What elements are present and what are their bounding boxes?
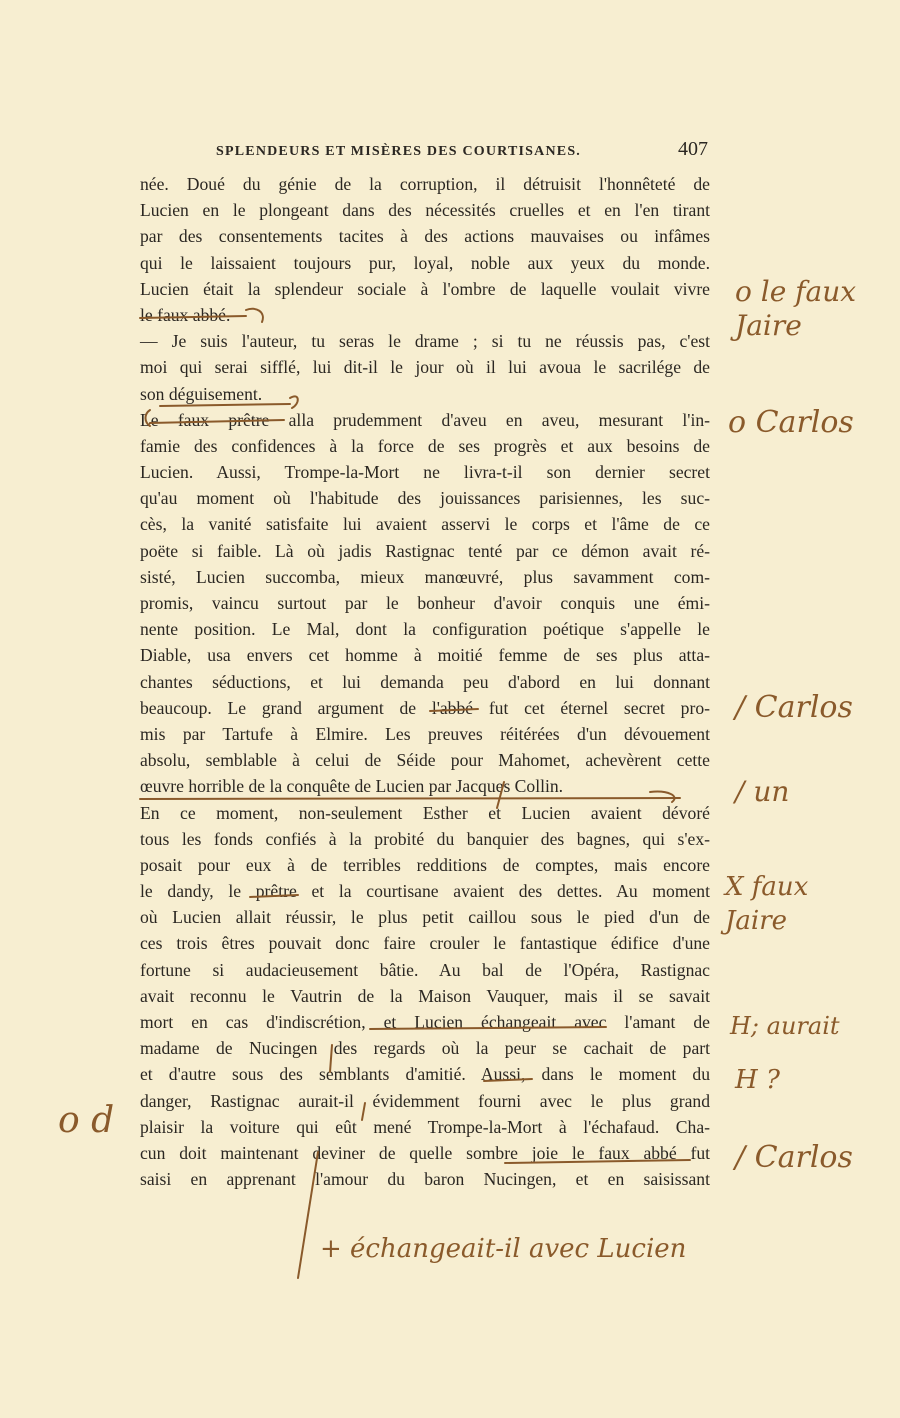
text-line: — Je suis l'auteur, tu seras le drame ; si tu ne réussis pas, c'est xyxy=(140,331,710,352)
text-line: le dandy, le prêtre et la courtisane avaient des dettes. Au moment xyxy=(140,881,710,902)
text-line: beaucoup. Le grand argument de l'abbé fut cet éternel secret pro- xyxy=(140,697,710,718)
text-line: Le faux prêtre alla prudemment d'aveu en aveu, mesurant l'in- xyxy=(140,409,710,430)
text-line: famie des confidences à la force de ses progrès et aux besoins de xyxy=(140,435,710,456)
text-line: poëte si faible. Là où jadis Rastignac tenté par ce démon avait ré- xyxy=(140,540,710,561)
text-line: mort en cas d'indiscrétion, et Lucien échangeait avec l'amant de xyxy=(140,1012,710,1032)
text-line: et d'autre sous des semblants d'amitié. Aussi, dans le moment du xyxy=(140,1064,710,1085)
margin-note: / Carlos xyxy=(735,690,853,725)
text-line: par des consentements tacites à des actions mauvaises ou infâmes xyxy=(140,226,710,247)
text-line: moi qui serai sifflé, lui dit-il le jour où il lui avoua le sacrilége de xyxy=(140,357,710,378)
margin-note: ο le faux Jaire xyxy=(735,275,857,342)
page-number: 407 xyxy=(678,138,708,160)
margin-note: H ? xyxy=(735,1065,780,1095)
text-line: qu'au moment où l'habitude des jouissances parisiennes, les suc- xyxy=(140,488,710,509)
text-line: posait pour eux à de terribles redditions de comptes, mais encore xyxy=(140,854,710,875)
margin-note: / un xyxy=(735,775,790,808)
text-line: sisté, Lucien succomba, mieux manœuvré, plus savamment com- xyxy=(140,566,710,587)
text-line: cun doit maintenant deviner de quelle sombre joie le faux abbé fut xyxy=(140,1142,710,1163)
text-line: qui le laissaient toujours pur, loyal, noble aux yeux du monde. xyxy=(140,252,710,273)
text-line: absolu, semblable à celui de Séide pour Mahomet, achevèrent cette xyxy=(140,750,710,771)
text-line: œuvre horrible de la conquête de Lucien par Jacques Collin. xyxy=(140,776,564,797)
running-title: SPLENDEURS ET MISÈRES DES COURTISANES. xyxy=(216,144,582,159)
text-line: Lucien était la splendeur sociale à l'ombre de laquelle voulait vivre xyxy=(140,278,710,299)
text-line: En ce moment, non-seulement Esther et Lucien avaient dévoré xyxy=(140,802,710,823)
text-line: promis, vaincu surtout par le bonheur d'avoir conquis une émi- xyxy=(140,593,710,613)
text-line: tous les fonds confiés à la probité du banquier des bagnes, qui s'ex- xyxy=(140,828,710,849)
margin-note: X faux Jaire xyxy=(725,872,809,936)
text-line: fortune si audacieusement bâtie. Au bal de l'Opéra, Rastignac xyxy=(140,959,710,980)
margin-note: / Carlos xyxy=(735,1140,853,1175)
text-line: Lucien. Aussi, Trompe-la-Mort ne livra-t-il son dernier secret xyxy=(140,462,710,483)
left-margin-note: ο d xyxy=(58,1100,115,1141)
text-line: son déguisement. xyxy=(140,383,263,404)
text-line: Diable, usa envers cet homme à moitié femme de ses plus atta- xyxy=(140,645,710,666)
insertion-note: + échangeait-il avec Lucien xyxy=(320,1234,687,1264)
text-line: le faux abbé. xyxy=(140,304,231,325)
text-line: saisi en apprenant l'amour du baron Nucingen, et en saisissant xyxy=(140,1169,710,1190)
margin-note: H; aurait xyxy=(730,1012,840,1040)
text-line: plaisir la voiture qui eût mené Trompe-la-Mort à l'échafaud. Cha- xyxy=(140,1116,710,1137)
text-line: où Lucien allait réussir, le plus petit caillou sous le pied d'un de xyxy=(140,907,710,928)
text-line: cès, la vanité satisfaite lui avaient asservi le corps et l'âme de ce xyxy=(140,514,710,535)
text-line: mis par Tartufe à Elmire. Les preuves réitérées d'un dévouement xyxy=(140,723,710,744)
text-line: chantes séductions, et lui demanda peu d'abord en lui donnant xyxy=(140,671,710,692)
text-line: Lucien en le plongeant dans des nécessités cruelles et en l'en tirant xyxy=(140,200,710,221)
text-line: danger, Rastignac aurait-il évidemment fourni avec le plus grand xyxy=(140,1090,710,1111)
text-line: madame de Nucingen des regards où la peur se cachait de part xyxy=(140,1038,710,1059)
text-line: née. Doué du génie de la corruption, il détruisit l'honnêteté de xyxy=(140,174,710,194)
margin-note: ο Carlos xyxy=(728,405,854,440)
text-line: avait reconnu le Vautrin de la Maison Vauquer, mais il se savait xyxy=(140,985,710,1006)
text-line: nente position. Le Mal, dont la configuration poétique s'appelle le xyxy=(140,619,710,640)
text-line: ces trois êtres pouvait donc faire crouler le fantastique édifice d'une xyxy=(140,933,710,954)
